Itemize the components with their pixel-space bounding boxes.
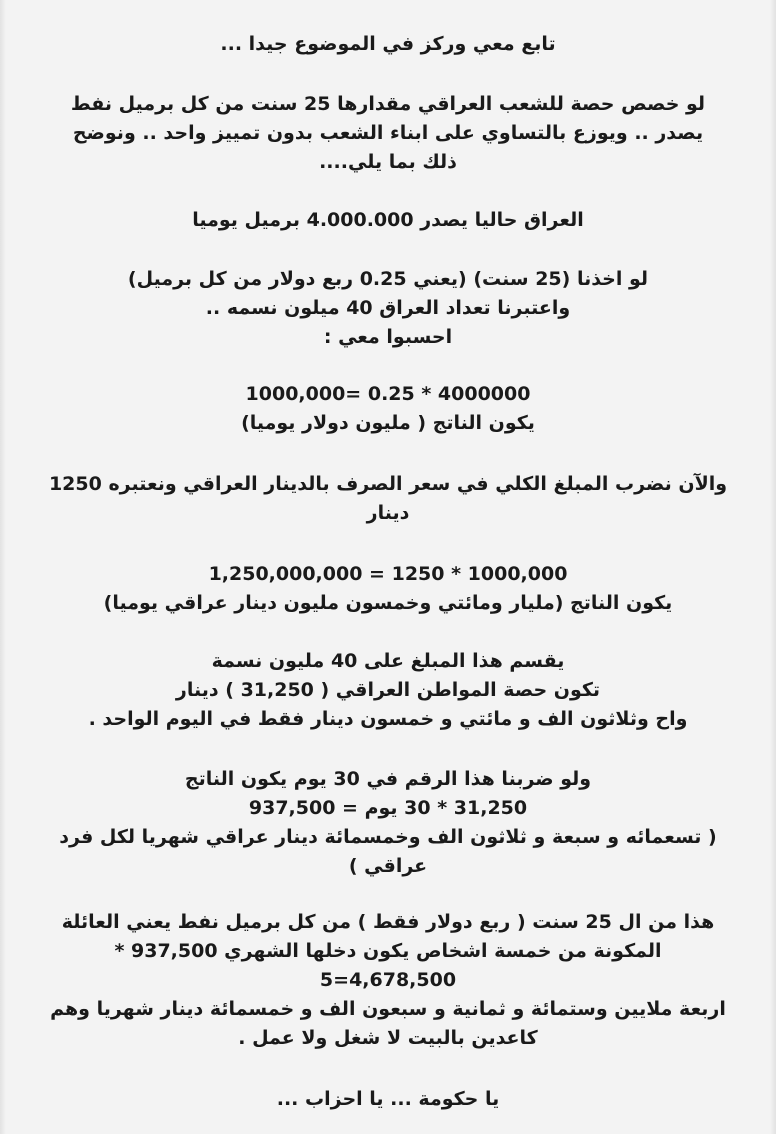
page-edge-shadow-right	[770, 0, 776, 1134]
monthly-paragraph	[20, 765, 756, 881]
text-line: والآن نضرب المبلغ الكلي في سعر الصرف بالدينار العراقي ونعتبره 1250	[48, 473, 728, 495]
text-line: اربعة ملايين وستمائة و ثمانية و سبعون الف و خمسمائة دينار شهريا وهم	[50, 998, 726, 1020]
text-line: ولو ضربنا هذا الرقم في 30 يوم يكون الناتج	[184, 768, 592, 790]
proposal-paragraph	[20, 90, 756, 177]
text-line: يا حكومة ... يا احزاب ...	[276, 1088, 500, 1110]
text-line: المكونة من خمسة اشخاص يكون دخلها الشهري 937,500 *	[114, 940, 662, 962]
text-line: 4,678,500=5	[319, 969, 457, 991]
text-line: واح وثلاثون الف و مائتي و خمسون دينار فقط في اليوم الواحد .	[88, 708, 688, 730]
text-line: لو خصص حصة للشعب العراقي مقدارها 25 سنت من كل برميل نفط	[70, 93, 706, 115]
text-line: يصدر .. ويوزع بالتساوي على ابناء الشعب بدون تمييز واحد .. ونوضح	[72, 122, 704, 144]
intro-paragraph	[58, 30, 718, 59]
exports-paragraph	[58, 206, 718, 235]
page-edge-shadow-left	[0, 0, 6, 1134]
text-line: 1000,000 * 1250 = 1,250,000,000	[208, 563, 568, 585]
exchange-paragraph	[20, 470, 756, 528]
text-line: احسبوا معي :	[323, 326, 453, 348]
text-line: يكون الناتج (مليار ومائتي وخمسون مليون دينار عراقي يوميا)	[103, 592, 673, 614]
text-line: العراق حاليا يصدر 4.000.000 برميل يوميا	[192, 209, 584, 231]
family-paragraph	[20, 908, 756, 1053]
calc-dollars-paragraph	[58, 380, 718, 438]
closing-paragraph	[58, 1085, 718, 1114]
text-line: عراقي )	[348, 855, 428, 877]
text-line: تكون حصة المواطن العراقي ( 31,250 ) دينار	[175, 679, 601, 701]
text-line: دينار	[366, 502, 410, 524]
text-line: تابع معي وركز في الموضوع جيدا ...	[220, 33, 556, 55]
text-line: كاعدين بالبيت لا شغل ولا عمل .	[238, 1027, 538, 1049]
assumption-paragraph	[58, 265, 718, 352]
text-line: واعتبرنا تعداد العراق 40 ميلون نسمه ..	[205, 297, 571, 319]
text-line: يقسم هذا المبلغ على 40 مليون نسمة	[211, 650, 565, 672]
text-line: ذلك بما يلي....	[319, 151, 457, 173]
calc-dinars-paragraph	[58, 560, 718, 618]
text-line: 31,250 * 30 يوم = 937,500	[248, 797, 528, 819]
text-line: هذا من ال 25 سنت ( ربع دولار فقط ) من كل برميل نفط يعني العائلة	[61, 911, 715, 933]
text-line: لو اخذنا (25 سنت) (يعني 0.25 ربع دولار من كل برميل)	[127, 268, 649, 290]
text-line: يكون الناتج ( مليون دولار يوميا)	[241, 412, 535, 434]
text-line: ( تسعمائه و سبعة و ثلاثون الف وخمسمائة دينار عراقي شهريا لكل فرد	[59, 826, 717, 848]
text-line: 4000000 * 0.25 =1000,000	[245, 383, 531, 405]
per-person-paragraph	[58, 647, 718, 734]
